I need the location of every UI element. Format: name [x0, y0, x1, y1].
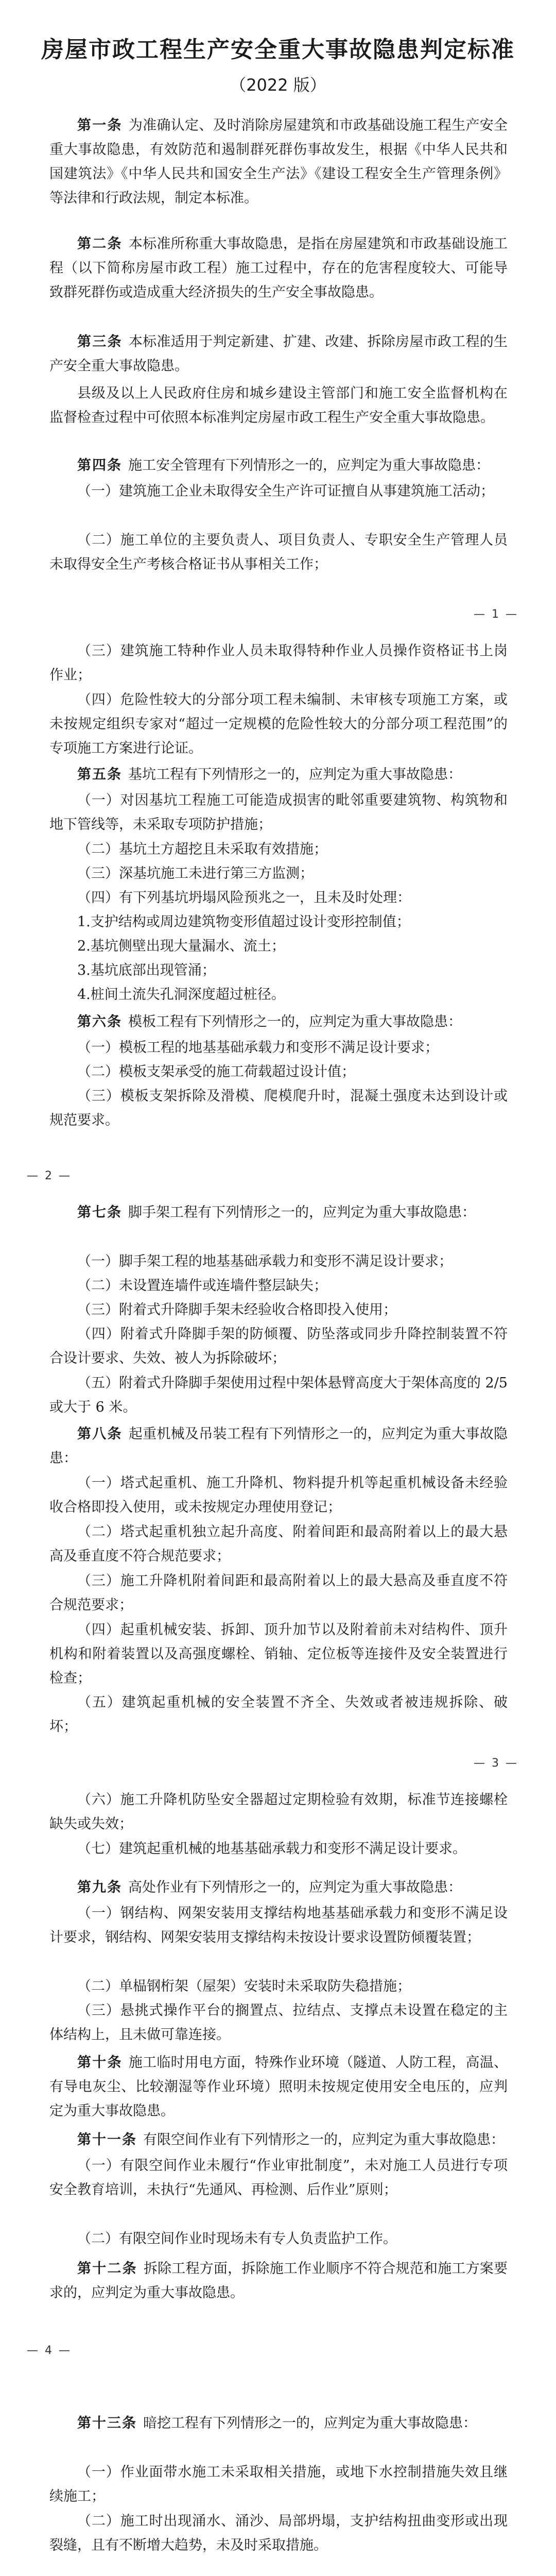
- page-number: — 2 —: [27, 1170, 72, 1182]
- clause-paragraph: （三）模板支架拆除及滑模、爬模爬升时，混凝土强度未达到设计或规范要求。: [49, 1088, 508, 1128]
- article-paragraph: 第十三条 暗挖工程有下列情形之一的，应判定为重大事故隐患：: [77, 2415, 477, 2431]
- article-paragraph: 第五条 基坑工程有下列情形之一的，应判定为重大事故隐患：: [77, 767, 462, 783]
- clause-paragraph: （四）附着式升降脚手架的防倾覆、防坠落或同步升降控制装置不符合设计要求、失效、被人为拆除破坏；: [49, 1326, 508, 1366]
- clause-paragraph: （五）建筑起重机械的安全装置不齐全、失效或者被违规拆除、破坏；: [49, 1694, 508, 1735]
- article-paragraph: 第七条 脚手架工程有下列情形之一的，应判定为重大事故隐患：: [77, 1205, 476, 1221]
- article-paragraph: 县级及以上人民政府住房和城乡建设主管部门和施工安全监督机构在监督检查过程中可依照本标准判定房屋市政工程生产安全重大事故隐患。: [49, 385, 508, 426]
- article-paragraph: 第六条 模板工程有下列情形之一的，应判定为重大事故隐患：: [77, 1014, 462, 1030]
- article-paragraph: 第十条 施工临时用电方面，特殊作业环境（隧道、人防工程，高温、有导电灰尘、比较潮湿等作业环境）照明未按规定使用安全电压的，应判定为重大事故隐患。: [49, 2055, 508, 2119]
- clause-paragraph: （三）施工升降机附着间距和最高附着以上的最大悬高及垂直度不符合规范要求；: [49, 1573, 508, 1613]
- clause-paragraph: （二）塔式起重机独立起升高度、附着间距和最高附着以上的最大悬高及垂直度不符合规范要求；: [49, 1524, 508, 1564]
- clause-paragraph: （二）基坑土方超挖且未采取有效措施；: [77, 841, 327, 857]
- clause-paragraph: （一）塔式起重机、施工升降机、物料提升机等起重机械设备未经验收合格即投入使用，或未按规定办理使用登记；: [49, 1475, 508, 1515]
- page-number: — 3 —: [474, 1757, 518, 1770]
- clause-item: 1.支护结构或周边建筑物变形值超过设计变形控制值；: [77, 914, 410, 930]
- clause-item: 2.基坑侧壁出现大量漏水、流土；: [77, 938, 285, 954]
- clause-paragraph: （一）作业面带水施工未采取相关措施，或地下水控制措施失效且继续施工；: [49, 2464, 508, 2504]
- article-paragraph: 第二条 本标准所称重大事故隐患，是指在房屋建筑和市政基础设施工程（以下简称房屋市政工程）施工过程中，存在的危害程度较大、可能导致群死群伤或造成重大经济损失的生产安全事故隐患。: [49, 236, 508, 300]
- clause-paragraph: （二）有限空间作业时现场未有专人负责监护工作。: [77, 2231, 397, 2247]
- article-paragraph: 第四条 施工安全管理有下列情形之一的，应判定为重大事故隐患：: [77, 457, 490, 473]
- page-number: — 4 —: [27, 2344, 72, 2357]
- clause-item: 4.桩间土流失孔洞深度超过桩径。: [77, 987, 285, 1003]
- article-paragraph: 第九条 高处作业有下列情形之一的，应判定为重大事故隐患：: [77, 1879, 462, 1895]
- clause-paragraph: （三）建筑施工特种作业人员未取得特种作业人员操作资格证书上岗作业；: [49, 643, 508, 683]
- clause-paragraph: （三）悬挑式操作平台的搁置点、拉结点、支撑点未设置在稳定的主体结构上，且未做可靠连接。: [49, 2003, 508, 2043]
- clause-paragraph: （二）模板支架承受的施工荷载超过设计值；: [77, 1064, 355, 1080]
- clause-paragraph: （二）单榀钢桁架（屋架）安装时未采取防失稳措施；: [77, 1978, 411, 1994]
- clause-paragraph: （一）有限空间作业未履行“作业审批制度”，未对施工人员进行专项安全教育培训，未执行“先通风、再检测、后作业”原则；: [49, 2158, 508, 2198]
- article-paragraph: 第一条 为准确认定、及时消除房屋建筑和市政基础设施工程生产安全重大事故隐患，有效防范和遏制群死群伤事故发生，根据《中华人民共和国建筑法》《中华人民共和国安全生产法》《建设工程安全生产管理条例》等法律和行政法规，制定本标准。: [49, 117, 508, 206]
- document-subtitle: （2022 版）: [230, 75, 326, 95]
- clause-paragraph: （四）有下列基坑坍塌风险预兆之一，且未及时处理：: [77, 890, 411, 906]
- clause-paragraph: （三）附着式升降脚手架未经验收合格即投入使用；: [77, 1302, 397, 1318]
- article-paragraph: 第三条 本标准适用于判定新建、扩建、改建、拆除房屋市政工程的生产安全重大事故隐患。: [49, 334, 508, 374]
- document-title: 房屋市政工程生产安全重大事故隐患判定标准: [41, 37, 515, 63]
- clause-paragraph: （二）施工时出现涌水、涌沙、局部坍塌，支护结构扭曲变形或出现裂缝，且有不断增大趋势，未及时采取措施。: [49, 2513, 508, 2553]
- clause-paragraph: （一）对因基坑工程施工可能造成损害的毗邻重要建筑物、构筑物和地下管线等，未采取专项防护措施；: [49, 792, 508, 833]
- clause-item: 3.基坑底部出现管涌；: [77, 962, 216, 978]
- clause-paragraph: （四）起重机械安装、拆卸、顶升加节以及附着前未对结构件、顶升机构和附着装置以及高强度螺栓、销轴、定位板等连接件及安全装置进行检查；: [49, 1622, 508, 1686]
- article-paragraph: 第十一条 有限空间作业有下列情形之一的，应判定为重大事故隐患：: [77, 2132, 505, 2148]
- article-paragraph: 第八条 起重机械及吊装工程有下列情形之一的，应判定为重大事故隐患：: [49, 1426, 508, 1466]
- clause-paragraph: （五）附着式升降脚手架使用过程中架体悬臂高度大于架体高度的 2/5 或大于 6 米。: [49, 1375, 508, 1415]
- page-number: — 1 —: [474, 608, 518, 621]
- clause-paragraph: （七）建筑起重机械的地基基础承载力和变形不满足设计要求。: [77, 1841, 466, 1857]
- clause-paragraph: （一）脚手架工程的地基基础承载力和变形不满足设计要求；: [77, 1253, 453, 1269]
- clause-paragraph: （三）深基坑施工未进行第三方监测；: [77, 866, 314, 882]
- clause-paragraph: （二）施工单位的主要负责人、项目负责人、专职安全生产管理人员未取得安全生产考核合格证书从事相关工作；: [49, 532, 508, 572]
- article-paragraph: 第十二条 拆除工程方面，拆除施工作业顺序不符合规范和施工方案要求的，应判定为重大事故隐患。: [49, 2261, 508, 2301]
- clause-paragraph: （二）未设置连墙件或连墙件整层缺失；: [77, 1278, 327, 1294]
- clause-paragraph: （一）建筑施工企业未取得安全生产许可证擅自从事建筑施工活动；: [77, 483, 494, 499]
- clause-paragraph: （一）钢结构、网架安装用支撑结构地基基础承载力和变形不满足设计要求，钢结构、网架安装用支撑结构未按设计要求设置防倾覆装置；: [49, 1905, 508, 1945]
- clause-paragraph: （四）危险性较大的分部分项工程未编制、未审核专项施工方案，或未按规定组织专家对“超过一定规模的危险性较大的分部分项工程范围”的专项施工方案进行论证。: [49, 692, 508, 756]
- clause-paragraph: （六）施工升降机防坠安全器超过定期检验有效期，标准节连接螺栓缺失或失效；: [49, 1792, 508, 1832]
- clause-paragraph: （一）模板工程的地基基础承载力和变形不满足设计要求；: [77, 1040, 439, 1056]
